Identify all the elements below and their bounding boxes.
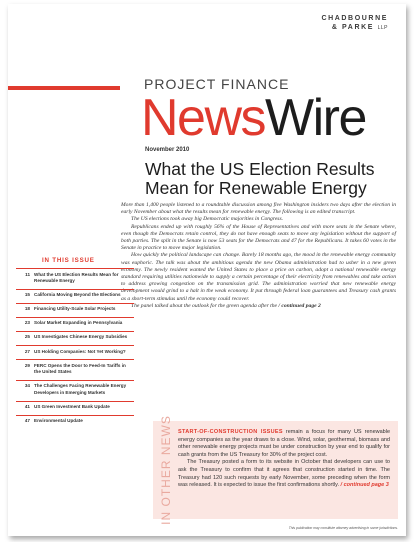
article-intro: More than 1,400 people listened to a roundtable discussion among five Washington insiders two days after the election in early November about what the results mean for renewable energy. The following is an edited transcript. bbox=[121, 202, 396, 216]
toc-item[interactable]: 15 California Moving Beyond the Elections bbox=[16, 289, 134, 303]
toc-item[interactable]: 47 Environmental Update bbox=[16, 415, 134, 429]
toc-item[interactable]: 41 US Green Investment Bank Update bbox=[16, 401, 134, 415]
series-title: PROJECT FINANCE bbox=[144, 76, 290, 92]
article-paragraph: The US elections took away big Democratic majorities in Congress. bbox=[131, 216, 284, 223]
newsletter-page bbox=[8, 4, 406, 536]
toc-item[interactable]: 11 What the US Election Results Mean for Renewable Energy bbox=[16, 268, 134, 289]
in-other-news-label: IN OTHER NEWS bbox=[159, 415, 173, 525]
toc-item[interactable]: 29 FERC Opens the Door to Feed-In Tariffs in the United States bbox=[16, 359, 134, 380]
firm-logo: CHADBOURNE & PARKE LLP bbox=[321, 15, 388, 31]
news-continued-link[interactable]: / continued page 3 bbox=[340, 482, 389, 489]
toc-item[interactable]: 23 Solar Market Expanding in Pennsylvania bbox=[16, 317, 134, 331]
masthead-title: NewsWire bbox=[141, 89, 366, 147]
footer-disclaimer: This publication may constitute attorney advertising in some jurisdictions. bbox=[288, 526, 398, 530]
in-other-news-text: START-OF-CONSTRUCTION ISSUES remain a focus for many US renewable energy companies as the year draws to a close. Wind, solar, geothermal, biomass and other renewable energy projects must be under construction by year end to qualify for cash grants from the US Treasury for 30% of the project cost. The Treasury posted a form to its website in October that developers can use to ask the Treasury to confirm that it agrees that construction started in time. The Treasury had 120 such requests by early November, some preceding when the form was released. It is expected to issue the first confirmations shortly. / continued page 3 bbox=[178, 429, 391, 489]
article-paragraph: The panel talked about the outlook for the green agenda after the / continued page 2 bbox=[131, 302, 321, 309]
toc-item[interactable]: 27 US Holding Companies: Not Yet Working? bbox=[16, 345, 134, 359]
issue-date: November 2010 bbox=[145, 147, 190, 153]
article-paragraph: Republicans ended up with roughly 56% of the House of Representatives and with more seats in the Senate where, even though the Democrats retain control, they do not have enough seats to move any legislation without the support of both parties. The split in the Senate is now 53 seats for the Democrats and 47 for the Republicans. It takes 60 votes in the Senate in practice to move major legislation. bbox=[121, 223, 396, 252]
article-paragraph: How quickly the political landscape can change. Barely 18 months ago, the mood in the renewable energy community was euphoric. The talk was about the ambitious agenda the new Obama administration had to usher in a new green economy. The newly resident wanted the United States to place a price on carbon, adopt a national renewable energy standard requiring utilities nationwide to supply a certain percentage of their electricity from renewables and take action to address growing congestion on the transmission grid. The administration worried that new renewable energy development would grind to a halt in the weak economy. It put through federal loan guarantees and Treasury cash grants as a short-term stimulus until the economy could recover. bbox=[121, 252, 396, 302]
red-accent-bar bbox=[8, 86, 120, 90]
toc-item[interactable]: 18 Financing Utility-Scale Solar Projects bbox=[16, 303, 134, 317]
news-lead: START-OF-CONSTRUCTION ISSUES bbox=[178, 429, 283, 435]
toc-item[interactable]: 34 The Challenges Facing Renewable Energy Developers in Emerging Markets bbox=[16, 380, 134, 401]
lead-article bbox=[121, 202, 396, 310]
lead-headline: What the US Election Results Mean for Renewable Energy bbox=[145, 159, 375, 198]
toc-title: IN THIS ISSUE bbox=[42, 257, 95, 264]
toc-item[interactable]: 25 US Investigates Chinese Energy Subsidies bbox=[16, 331, 134, 345]
table-of-contents bbox=[16, 257, 134, 429]
continued-link[interactable]: / continued page 2 bbox=[278, 302, 321, 309]
